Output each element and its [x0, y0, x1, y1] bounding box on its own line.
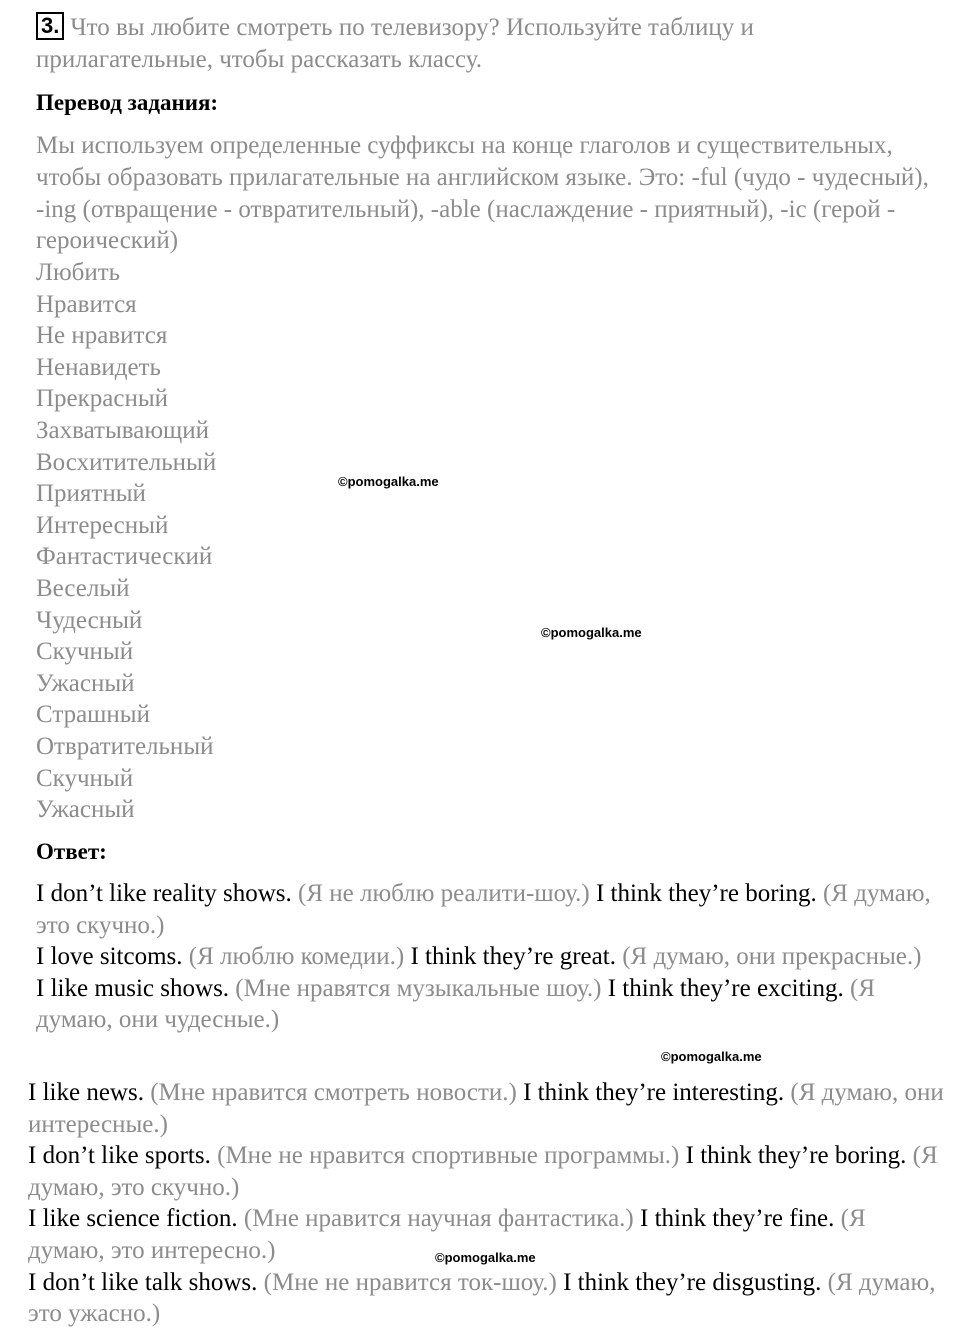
answer-english: I don’t like sports.: [28, 1142, 211, 1170]
answer-english: I like news.: [28, 1079, 144, 1106]
answer-translation: (Я думаю, это скучно.): [28, 1142, 938, 1201]
answer-translation: (Мне нравится смотреть новости.): [150, 1079, 517, 1106]
answers-block-2: [28, 1077, 948, 1330]
list-item: Скучный: [36, 638, 134, 666]
answer-paragraph: [28, 1267, 948, 1330]
list-item: Веселый: [36, 574, 130, 602]
answer-translation: (Я думаю, это интересно.): [28, 1205, 866, 1264]
answer-english: I think they’re exciting.: [607, 974, 844, 1002]
answer-english: I think they’re boring.: [595, 880, 817, 907]
list-item: Чудесный: [36, 606, 143, 634]
list-item: Нравится: [36, 290, 137, 318]
answer-translation: (Я думаю, они интересные.): [28, 1079, 944, 1138]
list-item: Ненавидеть: [36, 353, 161, 381]
list-item: Страшный: [36, 701, 150, 729]
answer-english: I think they’re fine.: [640, 1205, 835, 1233]
answer-paragraph: [36, 878, 936, 941]
answer-english: I don’t like reality shows.: [36, 880, 292, 907]
answer-english: I like science fiction.: [28, 1205, 238, 1233]
list-item: Захватывающий: [36, 416, 210, 444]
answer-translation: (Я думаю, они чудесные.): [36, 974, 875, 1034]
answer-english: I love sitcoms.: [36, 943, 183, 971]
list-item: Ужасный: [36, 669, 135, 697]
answer-translation: (Мне нравятся музыкальные шоу.): [235, 974, 602, 1002]
list-item: Любить: [36, 259, 121, 286]
task-text: Что вы любите смотреть по телевизору? Используйте таблицу и прилагательные, чтобы рассказать классу.: [36, 14, 754, 73]
task-statement: [36, 12, 936, 76]
list-item: Фантастический: [36, 543, 213, 571]
answer-english: I like music shows.: [36, 974, 230, 1002]
answer-paragraph: [28, 1140, 948, 1203]
answer-english: I think they’re boring.: [685, 1142, 907, 1170]
list-item: Прекрасный: [36, 385, 169, 413]
list-item: Ужасный: [36, 796, 135, 824]
answer-translation: (Я думаю, это ужасно.): [28, 1268, 936, 1328]
answer-translation: (Мне нравится научная фантастика.): [243, 1205, 634, 1233]
answer-translation: (Я не люблю реалити-шоу.): [298, 880, 590, 907]
list-item: Скучный: [36, 764, 134, 792]
list-item: Приятный: [36, 480, 146, 508]
answer-english: I don’t like talk shows.: [28, 1268, 258, 1296]
list-item: Интересный: [36, 511, 169, 539]
answer-paragraph: [36, 973, 936, 1036]
answer-translation: (Я думаю, это скучно.): [36, 880, 931, 939]
list-item: Отвратительный: [36, 732, 214, 760]
watermark-text: ©pomogalka.me: [435, 1250, 536, 1265]
watermark-text: ©pomogalka.me: [338, 474, 439, 489]
answer-translation: (Я люблю комедии.): [188, 943, 405, 971]
watermark-text: ©pomogalka.me: [541, 625, 642, 640]
watermark-text: ©pomogalka.me: [661, 1049, 762, 1064]
answer-translation: (Я думаю, они прекрасные.): [622, 943, 922, 971]
answer-english: I think they’re disgusting.: [563, 1268, 828, 1296]
answers-block-1: [36, 878, 936, 1036]
adjective-word-list: [36, 257, 216, 826]
answer-english: I think they’re interesting.: [523, 1079, 785, 1106]
task-number-badge: 3.: [36, 12, 64, 40]
translation-text: Мы используем определенные суффиксы на конце глаголов и существительных, чтобы образовать прилагательные на английском языке. Это: -ful (чудо - чудесный), -ing (отвращение - отвратительный), -able (наслаждение - приятный), -ic (герой - героический): [36, 132, 929, 255]
list-item: Восхитительный: [36, 448, 217, 476]
answer-translation: (Мне не нравится ток-шоу.): [263, 1268, 557, 1296]
answer-paragraph: [28, 1077, 948, 1140]
answer-english: I think they’re great.: [410, 943, 616, 971]
list-item: Не нравится: [36, 322, 168, 350]
answer-paragraph: [36, 941, 936, 973]
translation-heading: Перевод задания:: [36, 90, 219, 115]
answer-translation: (Мне не нравится спортивные программы.): [217, 1142, 680, 1170]
answer-heading: Ответ:: [36, 839, 107, 864]
